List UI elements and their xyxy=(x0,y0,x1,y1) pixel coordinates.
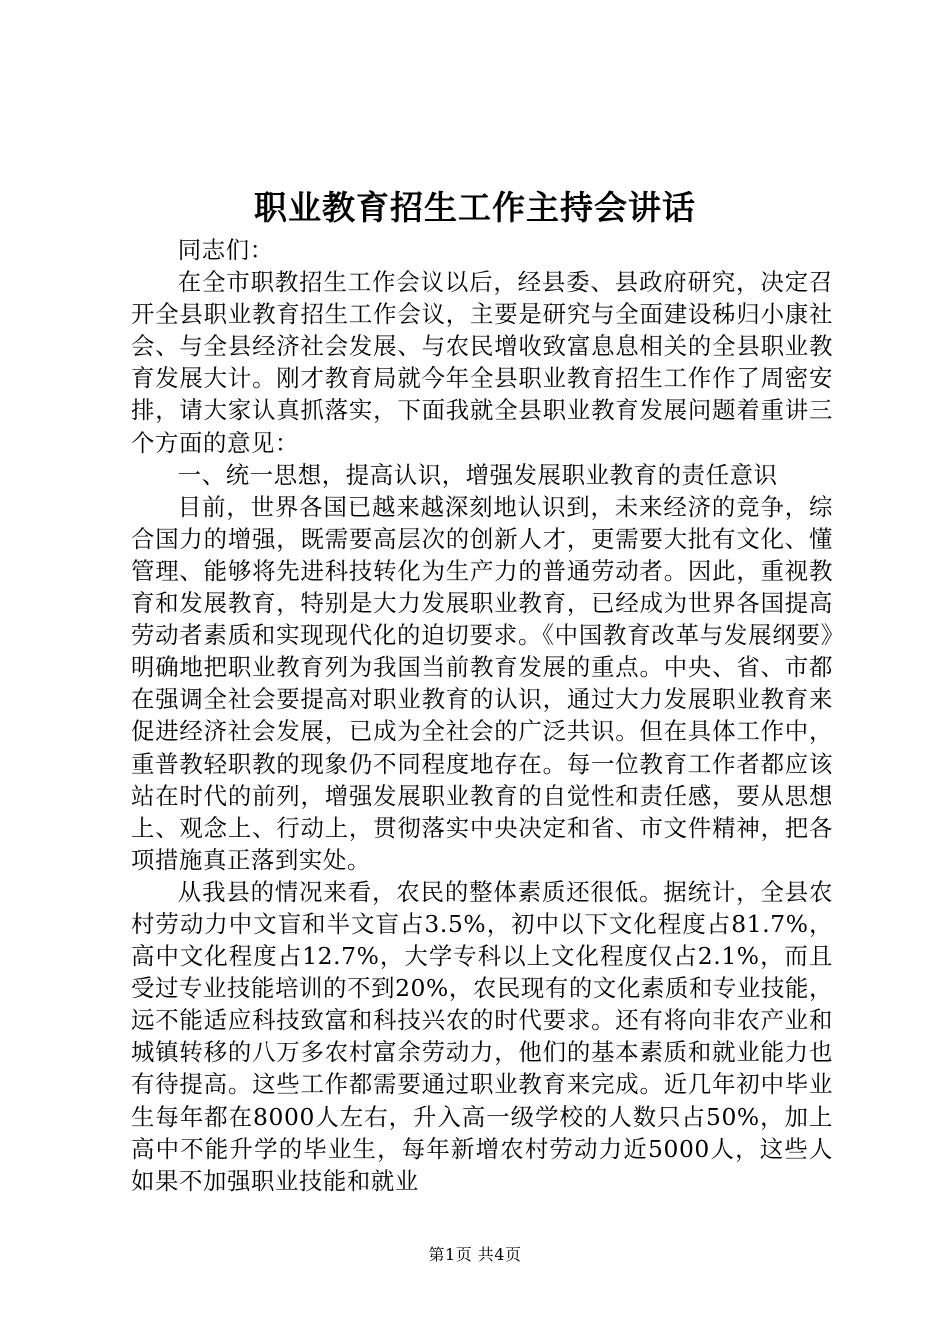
paragraph-county-situation: 从我县的情况来看，农民的整体素质还很低。据统计，全县农村劳动力中文盲和半文盲占3.5%，初中以下文化程度占81.7%，高中文化程度占12.7%，大学专科以上文化程度仅占2.1%，而且受过专业技能培训的不到20%，农民现有的文化素质和专业技能，远不能适应科技致富和科技兴农的时代要求。还有将向非农产业和城镇转移的八万多农村富余劳动力，他们的基本素质和就业能力也有待提高。这些工作都需要通过职业教育来完成。近几年初中毕业生每年都在8000人左右，升入高一级学校的人数只占50%，加上高中不能升学的毕业生，每年新增农村劳动力近5000人，这些人如果不加强职业技能和就业 xyxy=(131,877,833,1195)
section-heading: 一、统一思想，提高认识，增强发展职业教育的责任意识 xyxy=(177,460,778,489)
document-title: 职业教育招生工作主持会讲话 xyxy=(254,188,696,227)
salutation: 同志们： xyxy=(177,236,274,264)
document-body xyxy=(131,234,833,1197)
paragraph-intro: 在全市职教招生工作会议以后，经县委、县政府研究，决定召开全县职业教育招生工作会议，主要是研究与全面建设秭归小康社会、与全县经济社会发展、与农民增收致富息息相关的全县职业教育发展大计。刚才教育局就今年全县职业教育招生工作作了周密安排，请大家认真抓落实，下面我就全县职业教育发展问题着重讲三个方面的意见： xyxy=(131,268,833,457)
paragraph-world-context: 目前，世界各国已越来越深刻地认识到，未来经济的竞争，综合国力的增强，既需要高层次的创新人才，更需要大批有文化、懂管理、能够将先进科技转化为生产力的普通劳动者。因此，重视教育和发展教育，特别是大力发展职业教育，已经成为世界各国提高劳动者素质和实现现代化的迫切要求。《中国教育改革与发展纲要》明确地把职业教育列为我国当前教育发展的重点。中央、省、市都在强调全社会要提高对职业教育的认识，通过大力发展职业教育来促进经济社会发展，已成为全社会的广泛共识。但在具体工作中，重普教轻职教的现象仍不同程度地存在。每一位教育工作者都应该站在时代的前列，增强发展职业教育的自觉性和责任感，要从思想上、观念上、行动上，贯彻落实中央决定和省、市文件精神，把各项措施真正落到实处。 xyxy=(131,492,833,874)
page-footer: 第1页 共4页 xyxy=(428,1245,522,1264)
